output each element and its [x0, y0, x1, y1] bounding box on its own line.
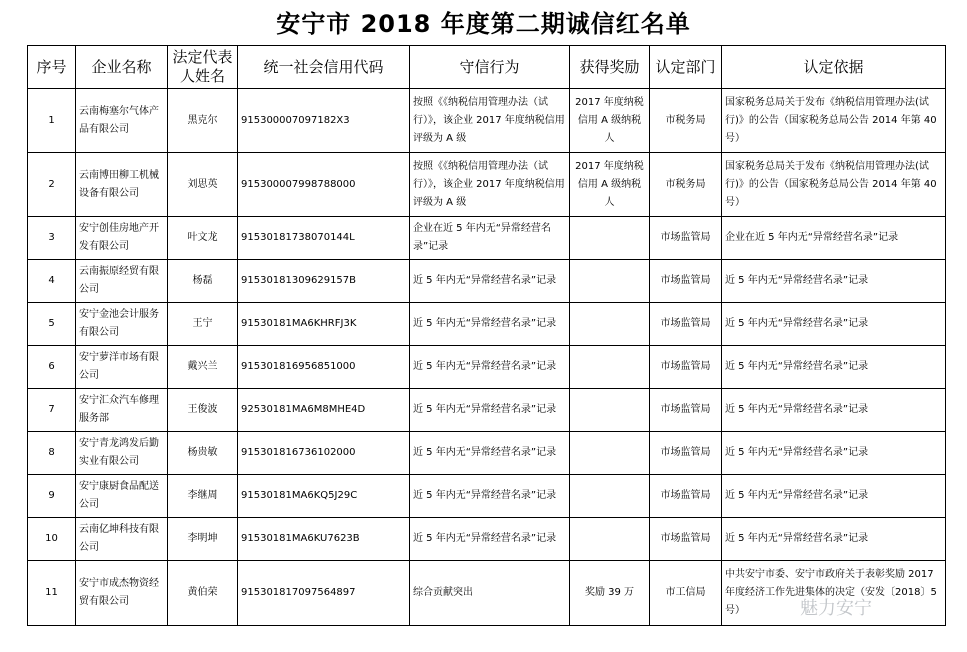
- cell-behavior: 近 5 年内无“异常经营名录”记录: [410, 475, 570, 518]
- table-row: [28, 432, 946, 475]
- table-row: [28, 346, 946, 389]
- watermark-text: 魅力安宁: [800, 598, 872, 619]
- cell-company: 安宁市成杰物资经贸有限公司: [76, 561, 168, 626]
- cell-basis: 中共安宁市委、安宁市政府关于表彰奖励 2017 年度经济工作先进集体的决定（安发〔2018〕5 号）: [722, 561, 946, 626]
- cell-rep: 杨磊: [168, 260, 238, 303]
- cell-dept: 市税务局: [650, 153, 722, 217]
- cell-company: 安宁汇众汽车修理服务部: [76, 389, 168, 432]
- cell-reward: 2017 年度纳税信用 A 级纳税人: [570, 89, 650, 153]
- cell-basis: 近 5 年内无“异常经营名录”记录: [722, 303, 946, 346]
- header-company: 企业名称: [76, 46, 168, 89]
- cell-basis: 国家税务总局关于发布《纳税信用管理办法(试行)》的公告（国家税务总局公告 2014 年第 40 号）: [722, 153, 946, 217]
- cell-code: 91530181MA6KHRFJ3K: [238, 303, 410, 346]
- cell-basis: 近 5 年内无“异常经营名录”记录: [722, 518, 946, 561]
- cell-code: 91530181MA6KU7623B: [238, 518, 410, 561]
- cell-behavior: 综合贡献突出: [410, 561, 570, 626]
- cell-behavior: 按照《《纳税信用管理办法（试行）》，该企业 2017 年度纳税信用评级为 A 级: [410, 89, 570, 153]
- cell-company: 安宁萝洋市场有限公司: [76, 346, 168, 389]
- cell-reward: [570, 346, 650, 389]
- header-code: 统一社会信用代码: [238, 46, 410, 89]
- cell-behavior: 近 5 年内无“异常经营名录”记录: [410, 303, 570, 346]
- table-row: [28, 153, 946, 217]
- cell-basis: 近 5 年内无“异常经营名录”记录: [722, 432, 946, 475]
- header-dept: 认定部门: [650, 46, 722, 89]
- table-row: [28, 260, 946, 303]
- cell-no: 4: [28, 260, 76, 303]
- cell-rep: 李继周: [168, 475, 238, 518]
- header-behavior: 守信行为: [410, 46, 570, 89]
- cell-company: 云南亿坤科技有限公司: [76, 518, 168, 561]
- cell-company: 安宁青龙鸿发后勤实业有限公司: [76, 432, 168, 475]
- cell-rep: 刘思英: [168, 153, 238, 217]
- cell-rep: 李明坤: [168, 518, 238, 561]
- cell-no: 11: [28, 561, 76, 626]
- cell-rep: 王宁: [168, 303, 238, 346]
- cell-basis: 近 5 年内无“异常经营名录”记录: [722, 260, 946, 303]
- table-row: [28, 518, 946, 561]
- cell-behavior: 企业在近 5 年内无“异常经营名录”记录: [410, 217, 570, 260]
- cell-company: 安宁创佳房地产开发有限公司: [76, 217, 168, 260]
- table-row: [28, 89, 946, 153]
- cell-company: 安宁康厨食品配送公司: [76, 475, 168, 518]
- cell-company: 云南振原经贸有限公司: [76, 260, 168, 303]
- cell-basis: 近 5 年内无“异常经营名录”记录: [722, 346, 946, 389]
- cell-rep: 叶文龙: [168, 217, 238, 260]
- cell-reward: 2017 年度纳税信用 A 级纳税人: [570, 153, 650, 217]
- cell-behavior: 近 5 年内无“异常经营名录”记录: [410, 346, 570, 389]
- cell-basis: 近 5 年内无“异常经营名录”记录: [722, 389, 946, 432]
- table-row: [28, 389, 946, 432]
- cell-rep: 王俊波: [168, 389, 238, 432]
- cell-basis: 近 5 年内无“异常经营名录”记录: [722, 475, 946, 518]
- cell-dept: 市场监管局: [650, 346, 722, 389]
- table-row: [28, 303, 946, 346]
- cell-no: 7: [28, 389, 76, 432]
- cell-company: 云南博田柳工机械设备有限公司: [76, 153, 168, 217]
- table-header-row: [28, 46, 946, 89]
- cell-dept: 市场监管局: [650, 389, 722, 432]
- cell-code: 915300007097182X3: [238, 89, 410, 153]
- cell-reward: [570, 475, 650, 518]
- cell-dept: 市场监管局: [650, 303, 722, 346]
- cell-no: 2: [28, 153, 76, 217]
- cell-no: 9: [28, 475, 76, 518]
- header-reward: 获得奖励: [570, 46, 650, 89]
- cell-no: 10: [28, 518, 76, 561]
- cell-dept: 市场监管局: [650, 432, 722, 475]
- cell-reward: [570, 303, 650, 346]
- cell-code: 92530181MA6M8MHE4D: [238, 389, 410, 432]
- cell-reward: [570, 260, 650, 303]
- cell-no: 8: [28, 432, 76, 475]
- cell-behavior: 近 5 年内无“异常经营名录”记录: [410, 389, 570, 432]
- cell-code: 915301817097564897: [238, 561, 410, 626]
- document-title: 安宁市 2018 年度第二期诚信红名单: [276, 10, 691, 38]
- header-rep: 法定代表人姓名: [168, 46, 238, 89]
- header-basis: 认定依据: [722, 46, 946, 89]
- cell-company: 云南梅塞尔气体产品有限公司: [76, 89, 168, 153]
- cell-reward: [570, 432, 650, 475]
- cell-dept: 市场监管局: [650, 475, 722, 518]
- red-list-table: [27, 45, 946, 626]
- cell-code: 91530181738070144L: [238, 217, 410, 260]
- cell-code: 91530181309629157B: [238, 260, 410, 303]
- cell-rep: 杨贵敏: [168, 432, 238, 475]
- cell-behavior: 按照《《纳税信用管理办法（试行）》，该企业 2017 年度纳税信用评级为 A 级: [410, 153, 570, 217]
- cell-basis: 国家税务总局关于发布《纳税信用管理办法(试行)》的公告（国家税务总局公告 2014 年第 40 号）: [722, 89, 946, 153]
- cell-no: 6: [28, 346, 76, 389]
- cell-basis: 企业在近 5 年内无“异常经营名录”记录: [722, 217, 946, 260]
- cell-code: 915301816736102000: [238, 432, 410, 475]
- cell-rep: 戴兴兰: [168, 346, 238, 389]
- header-no: 序号: [28, 46, 76, 89]
- cell-behavior: 近 5 年内无“异常经营名录”记录: [410, 432, 570, 475]
- cell-company: 安宁金池会计服务有限公司: [76, 303, 168, 346]
- cell-dept: 市场监管局: [650, 217, 722, 260]
- cell-no: 3: [28, 217, 76, 260]
- cell-dept: 市场监管局: [650, 260, 722, 303]
- cell-reward: [570, 217, 650, 260]
- table-row: [28, 475, 946, 518]
- table-row: [28, 217, 946, 260]
- cell-no: 1: [28, 89, 76, 153]
- cell-code: 915300007998788000: [238, 153, 410, 217]
- cell-reward: [570, 518, 650, 561]
- cell-dept: 市税务局: [650, 89, 722, 153]
- cell-rep: 黑克尔: [168, 89, 238, 153]
- cell-dept: 市工信局: [650, 561, 722, 626]
- cell-no: 5: [28, 303, 76, 346]
- cell-code: 915301816956851000: [238, 346, 410, 389]
- cell-reward: 奖励 39 万: [570, 561, 650, 626]
- cell-dept: 市场监管局: [650, 518, 722, 561]
- cell-behavior: 近 5 年内无“异常经营名录”记录: [410, 518, 570, 561]
- cell-reward: [570, 389, 650, 432]
- cell-rep: 黄伯荣: [168, 561, 238, 626]
- cell-behavior: 近 5 年内无“异常经营名录”记录: [410, 260, 570, 303]
- cell-code: 91530181MA6KQ5J29C: [238, 475, 410, 518]
